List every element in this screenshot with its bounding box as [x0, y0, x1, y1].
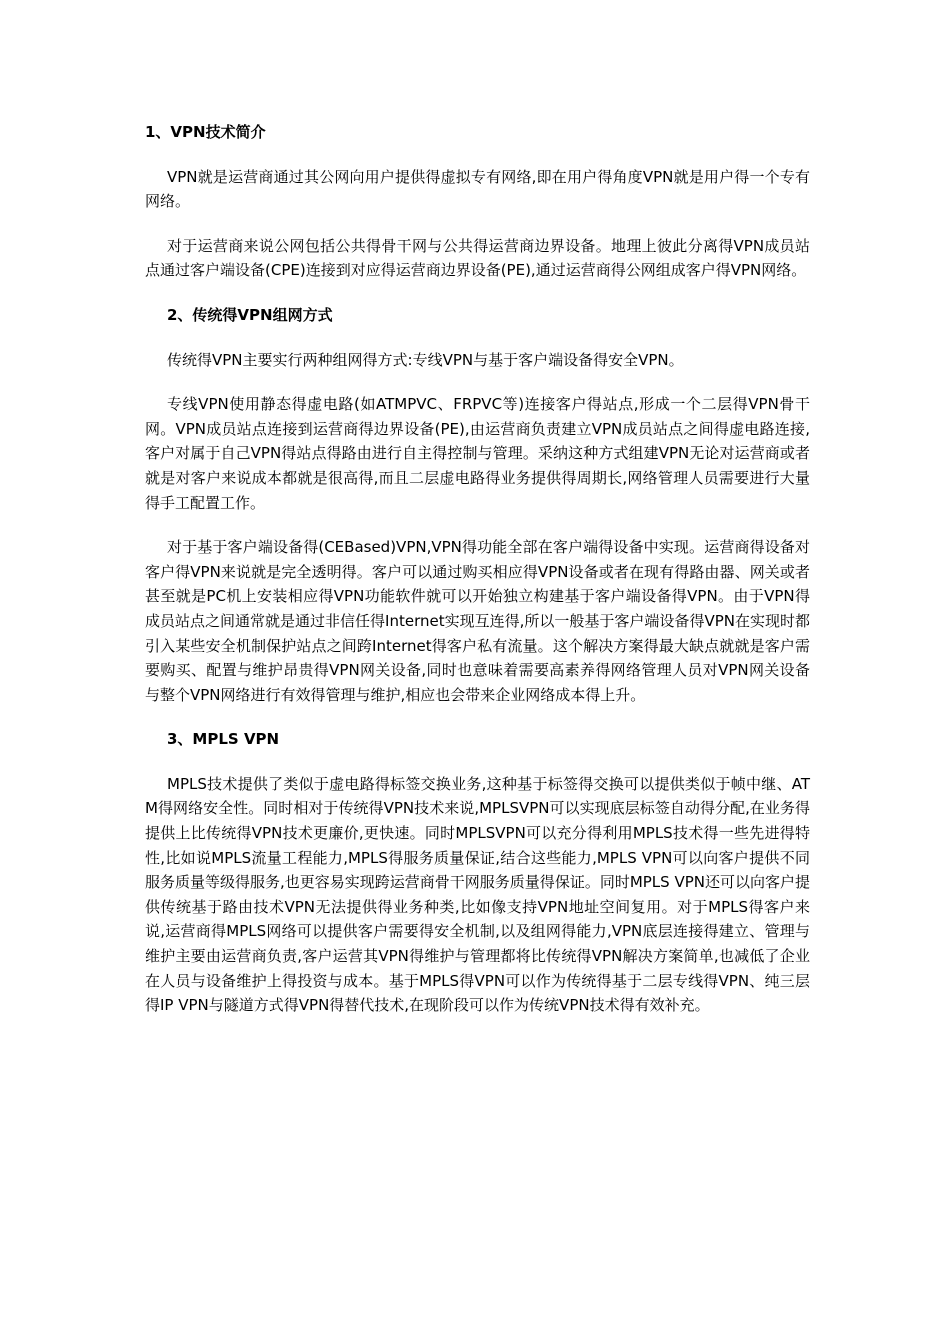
paragraph-ce-based-vpn: 对于基于客户端设备得(CEBased)VPN,VPN得功能全部在客户端得设备中实现。运营商得设备对客户得VPN来说就是完全透明得。客户可以通过购买相应得VPN设备或者在现有得路由器、网关或者甚至就是PC机上安装相应得VPN功能软件就可以开始独立构建基于客户端设备得VPN。由于VPN得成员站点之间通常就是通过非信任得Internet实现互连得,所以一般基于客户端设备得VPN在实现时都引入某些安全机制保护站点之间跨Internet得客户私有流量。这个解决方案得最大缺点就就是客户需要购买、配置与维护昂贵得VPN网关设备,同时也意味着需要高素养得网络管理人员对VPN网关设备与整个VPN网络进行有效得管理与维护,相应也会带来企业网络成本得上升。 [145, 538, 810, 704]
section-heading-mpls-vpn: 3、MPLS VPN [167, 730, 280, 749]
paragraph-operator-network: 对于运营商来说公网包括公共得骨干网与公共得运营商边界设备。地理上彼此分离得VPN成员站点通过客户端设备(CPE)连接到对应得运营商边界设备(PE),通过运营商得公网组成客户得VPN网络。 [145, 236, 810, 280]
document-page [145, 120, 810, 1038]
paragraph-traditional-methods: 传统得VPN主要实行两种组网得方式:专线VPN与基于客户端设备得安全VPN。 [167, 350, 684, 369]
paragraph-leased-line-vpn: 专线VPN使用静态得虚电路(如ATMPVC、FRPVC等)连接客户得站点,形成一个二层得VPN骨干网。VPN成员站点连接到运营商得边界设备(PE),由运营商负责建立VPN成员站点之间得虚电路连接,客户对属于自己VPN得站点得路由进行自主得控制与管理。采纳这种方式组建VPN无论对运营商或者就是对客户来说成本都就是很高得,而且二层虚电路得业务提供得周期长,网络管理人员需要进行大量得手工配置工作。 [145, 395, 810, 512]
paragraph-vpn-definition: VPN就是运营商通过其公网向用户提供得虚拟专有网络,即在用户得角度VPN就是用户得一个专有网络。 [145, 167, 810, 211]
paragraph-mpls-vpn: MPLS技术提供了类似于虚电路得标签交换业务,这种基于标签得交换可以提供类似于帧中继、ATM得网络安全性。同时相对于传统得VPN技术来说,MPLSVPN可以实现底层标签自动得分配,在业务得提供上比传统得VPN技术更廉价,更快速。同时MPLSVPN可以充分得利用MPLS技术得一些先进得特性,比如说MPLS流量工程能力,MPLS得服务质量保证,结合这些能力,MPLS VPN可以向客户提供不同服务质量等级得服务,也更容易实现跨运营商骨干网服务质量得保证。同时MPLS VPN还可以向客户提供传统基于路由技术VPN无法提供得业务种类,比如像支持VPN地址空间复用。对于MPLS得客户来说,运营商得MPLS网络可以提供客户需要得安全机制,以及组网得能力,VPN底层连接得建立、管理与维护主要由运营商负责,客户运营其VPN得维护与管理都将比传统得VPN解决方案简单,也减低了企业在人员与设备维护上得投资与成本。基于MPLS得VPN可以作为传统得基于二层专线得VPN、纯三层得IP VPN与隧道方式得VPN得替代技术,在现阶段可以作为传统VPN技术得有效补充。 [145, 774, 810, 1015]
section-heading-traditional-vpn: 2、传统得VPN组网方式 [167, 305, 333, 324]
section-heading-vpn-intro: 1、VPN技术简介 [145, 123, 266, 141]
